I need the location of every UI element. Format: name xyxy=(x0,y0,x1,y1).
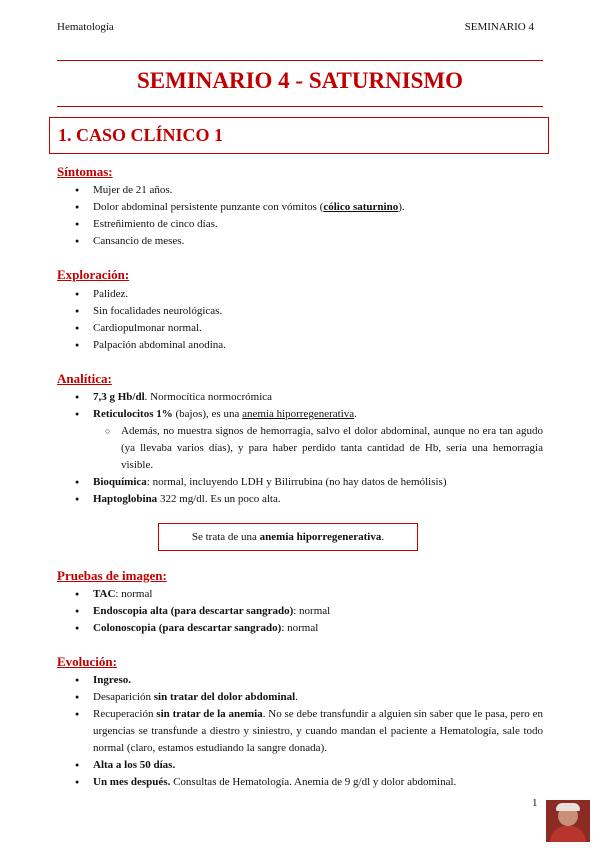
imagen-heading: Pruebas de imagen: xyxy=(57,568,167,583)
colico-saturnino: cólico saturnino xyxy=(323,201,399,213)
section-heading: 1. CASO CLÍNICO 1 xyxy=(58,125,224,145)
list-item: ● Bioquímica: normal, incluyendo LDH y Bilirrubina (no hay datos de hemólisis) xyxy=(57,474,543,491)
evolucion-list xyxy=(57,672,543,791)
title-rule-top xyxy=(57,60,543,61)
sub-list-item: ○ Además, no muestra signos de hemorragia, salvo el dolor abdominal, aunque no era tan agudo (ya llevaba varios días), y para haber perdido tanta cantidad de Hb, sería una hemorragia visible. xyxy=(93,423,543,474)
list-item: ● Haptoglobina 322 mg/dl. Es un poco alta. xyxy=(57,491,543,508)
list-item: ● Palidez. xyxy=(57,286,543,303)
anemia-hiporregenerativa-link: anemia hiporregenerativa xyxy=(242,408,355,420)
header-left: Hematología xyxy=(57,21,114,33)
list-item: ● Cansancio de meses. xyxy=(57,233,543,250)
list-item: ● Reticulocitos 1% (bajos), es una anemia hiporregenerativa. ○ Además, no muestra signos de hemorragia, salvo el dolor abdominal, aunque no era tan agudo (ya llevaba varios días), y para haber perdido tanta cantidad de Hb, sería una hemorragia visible. xyxy=(57,406,543,474)
list-item: ● Colonoscopia (para descartar sangrado): normal xyxy=(57,620,543,637)
title-rule-bottom xyxy=(57,106,543,107)
exploracion-list xyxy=(57,286,543,354)
list-item: ● Mujer de 21 años. xyxy=(57,182,543,199)
sintomas-heading: Síntomas: xyxy=(57,164,113,179)
list-item: ● Desaparición sin tratar del dolor abdominal. xyxy=(57,689,543,706)
list-item: ● 7,3 g Hb/dl. Normocítica normocrómica xyxy=(57,389,543,406)
list-item: ● Endoscopia alta (para descartar sangrado): normal xyxy=(57,603,543,620)
list-item: ● Dolor abdominal persistente punzante con vómitos (cólico saturnino). xyxy=(57,199,543,216)
list-item: ● TAC: normal xyxy=(57,586,543,603)
summary-box: Se trata de una anemia hiporregenerativa. xyxy=(158,523,418,551)
imagen-list xyxy=(57,586,543,637)
header-right: SEMINARIO 4 xyxy=(464,21,534,33)
analitica-list xyxy=(57,389,543,508)
evolucion-heading: Evolución: xyxy=(57,654,117,669)
sintomas-list xyxy=(57,182,543,250)
avatar xyxy=(546,800,590,842)
list-item: ● Palpación abdominal anodina. xyxy=(57,337,543,354)
analitica-heading: Analítica: xyxy=(57,371,112,386)
page-number: 1 xyxy=(532,797,538,809)
list-item: ● Un mes después. Consultas de Hematología. Anemia de 9 g/dl y dolor abdominal. xyxy=(57,774,543,791)
list-item: ● Recuperación sin tratar de la anemia. No se debe transfundir a alguien sin saber que le pasa, pero en urgencias se transfunde a diestro y siniestro, y cuando mandan el paciente a Hematología, sale todo normal (claro, estamos estudiando la sangre donada). xyxy=(57,706,543,757)
list-item: ● Estreñimiento de cinco días. xyxy=(57,216,543,233)
page-title: SEMINARIO 4 - SATURNISMO xyxy=(136,68,464,93)
list-item: ● Sin focalidades neurológicas. xyxy=(57,303,543,320)
list-item: ● Alta a los 50 días. xyxy=(57,757,543,774)
list-item: ● Cardiopulmonar normal. xyxy=(57,320,543,337)
section-heading-box xyxy=(49,117,549,154)
exploracion-heading: Exploración: xyxy=(57,267,130,282)
list-item: ● Ingreso. xyxy=(57,672,543,689)
